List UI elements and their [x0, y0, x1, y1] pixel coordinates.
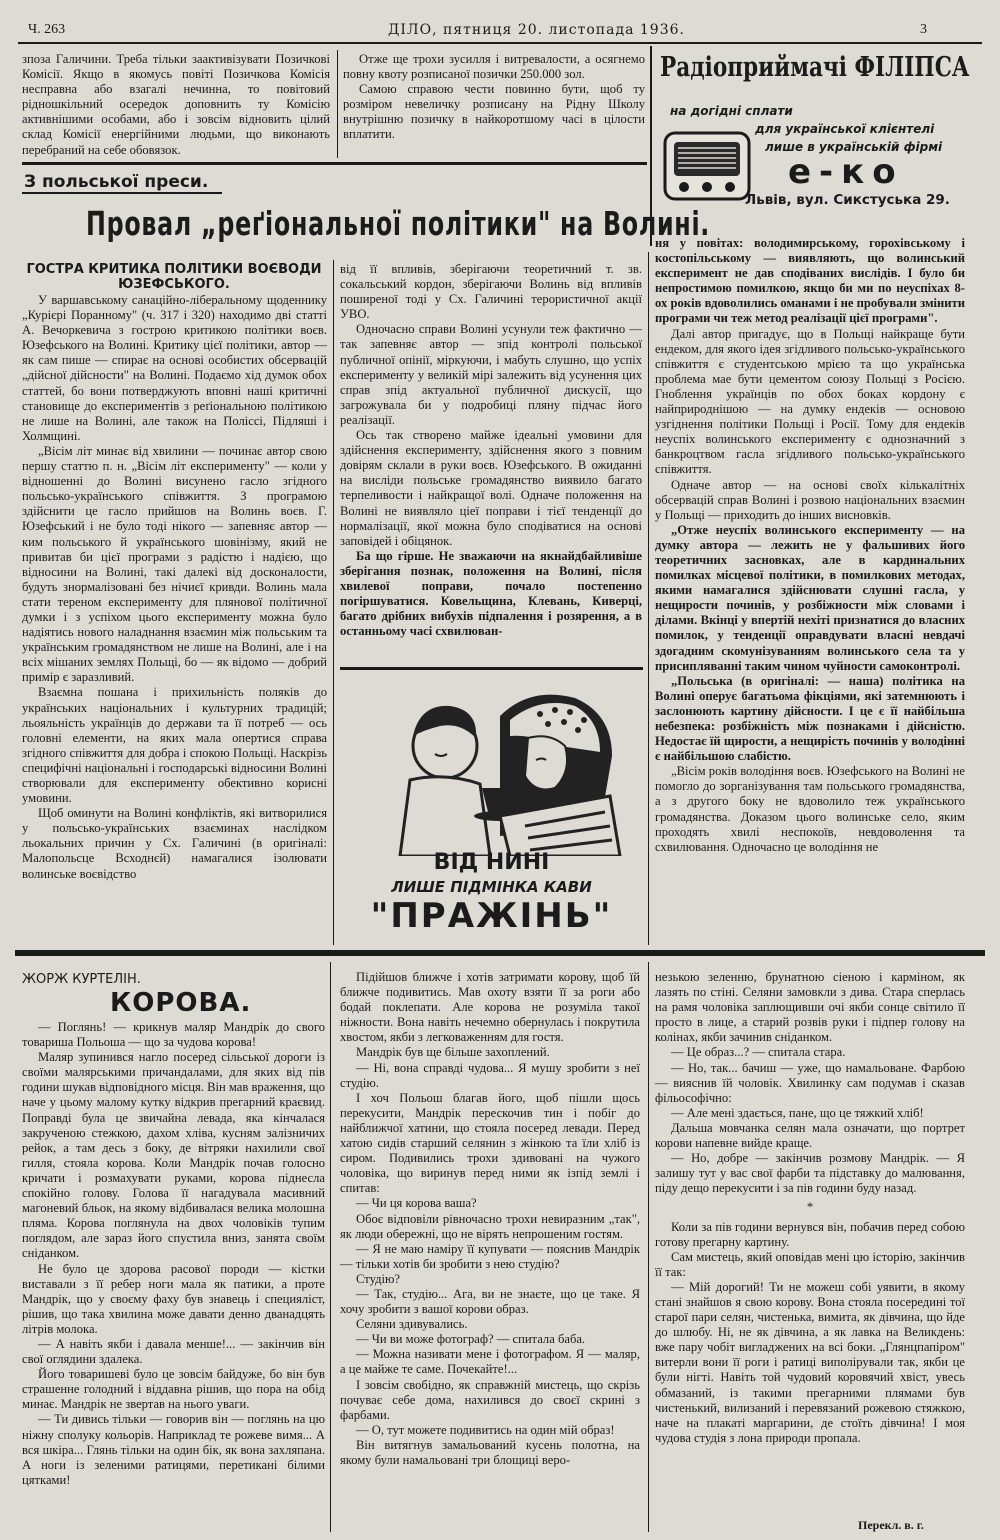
story-c3-p1: незькою зеленню, брунатною сіеною і карміном, як лазять по стіні. Селяни замовкли з дива. Стара сперлась на рамя чоловіка заплющивши очі якби сонце світило її просто в лице, а старий розвів руки і підпер голову на колінах, якби зачинив сніданком. — [655, 970, 965, 1045]
story-c2-p5: — Чи ця корова ваша? — [356, 1196, 477, 1211]
article-subheadline: ГОСТРА КРИТИКА ПОЛІТИКИ ВОЄВОДИ ЮЗЕФСЬКОГО. — [26, 262, 322, 292]
coffee-ad-brand: "ПРАЖІНЬ" — [370, 896, 613, 936]
masthead: ДІЛО, пятниця 20. листопада 1936. — [388, 22, 685, 38]
article-headline: Провал „реґіональної політики" на Волині. — [86, 204, 711, 243]
story-c3-p3: — Но, так... бачиш — уже, що намальоване. Фарбою — вияснив їй чоловік. Хвилинку сам подумав і сказав фільософічно: — [655, 1060, 965, 1105]
story-author: ЖОРЖ КУРТЕЛІН. — [22, 972, 141, 987]
article-col3-p6: „Вісім років володіння воєв. Юзефського на Волині не помогло до зорганізування там польського громадянства, а з другого боку не вдоволило теж українського громадянства. Доказом цього волинське село, яким проходять хвилі неспокоїв, невдоволення та схвилювання. Одночасно це володіння не — [655, 764, 965, 854]
header-rule — [18, 42, 982, 44]
section-label: З польської преси. — [24, 172, 209, 192]
radio-ad-line3: лише в українській фірмі — [765, 140, 943, 154]
story-title: КОРОВА. — [110, 988, 252, 1018]
issue-number: Ч. 263 — [28, 22, 66, 37]
story-c2-p9: — Так, студію... Ага, ви не знаєте, що це таке. Я хочу зробити з вашої корови образ. — [340, 1286, 640, 1317]
story-col1 — [22, 1020, 325, 1488]
top-col2-p1: Отже ще трохи зусилля і витревалости, а осягнемо повну квоту розписаної позички 250.000 зол. — [343, 52, 645, 82]
radio-ad-firm: е-ко — [788, 152, 904, 192]
top-col1-text: зпоза Галичини. Треба тільки заактивізувати Позичкові Комісії. Якщо в якомусь повіті Позичкова Комісія несправна або взагалі нечинна, то повітовий рідношкільний осередок доповнить ту Комісію активнішими особами, або і зовсім відновить цілий склад Комісії енергійними людьми, що виконають перебраний на себе обовязок. — [22, 52, 330, 157]
coffee-illustration-icon — [350, 676, 630, 856]
story-translator: Перекл. в. г. — [858, 1518, 924, 1532]
story-c2-p8: Студію? — [356, 1271, 400, 1286]
article-col1 — [22, 293, 327, 882]
article-col1-p1: У варшавському санаційно-ліберальному щоденнику „Курієрі Поранному" (ч. 317 і 320) находимо дві статті А. Вечоркевича з гострою критикою політики воєв. Юзефського на Волині. Критику цієї політики, автор — як сам пише — спирає на основі особистих обсервацій „дійсної дійсности" на Волині. Подаємо хід думок обох статтей, бо вони потверджують вповні наші критичні становище до експериментів з реґіональною політикою не лише на Волині, але також на Поліссі, Підляші і Холмщині. — [22, 293, 327, 443]
story-col3 — [655, 970, 965, 1446]
radio-ad-line1: на догідні сплати — [670, 104, 793, 118]
section-underline — [22, 192, 222, 194]
story-c1-p5: Його товаришеві було це зовсім байдуже, бо він був страшенне голодний і віддавна рішив, що пора на обід минає. Мандрік не звертав на нього уваги. — [22, 1367, 325, 1412]
top-col2-p2: Самою справою чести повинно бути, щоб ту розміром невеличку розписану на Рідну Школу внутрішню позичку в найкоротшому часі в цілости вплатити. — [343, 82, 645, 142]
section-rule — [22, 162, 647, 165]
coffee-ad — [340, 672, 643, 942]
story-c1-p6: — Ти дивись тільки — говорив він — поглянь на цю ніжну сполуку кольорів. Наприклад те рожеве вимя... А вся шкіра... Глянь тільки на один бік, як вона захляпана. А ноги із зеленими ратицями, перетикані білими цятками! — [22, 1412, 325, 1487]
coffee-ad-line2: ЛИШЕ ПІДМІНКА КАВИ — [391, 878, 592, 896]
top-col1 — [22, 52, 330, 158]
article-col2-p3: Ось так створено майже ідеальні умовини для здійснення експерименту, здійснення якого з повним довірям склали в руки воєв. Юзефського. В ожиданні на висліди польське громадянство виявило багато терпеливости і найкращої волі. Одначе положення на Волині не виявляло ціеї поправи і тієї тенденції до нормалізації, якої можна було сподіватися на основі заповідей і обіцянок. — [340, 428, 642, 548]
article-col2-p2: Одночасно справи Волині усунули теж фактично — так запевняє автор — зпід контролі польської публичної опінії, міркуючи, і мабуть слушно, що успіх експерименту у великій мірі залежить від усунення цих справ зпід актуальної публичної дискусії, що загрожувала би у подробиці пляну підчас його реалізації. — [340, 322, 642, 427]
story-c3-asterisk: * — [806, 1200, 814, 1215]
story-c2-p4: І хоч Польош благав його, щоб пішли щось перекусити, Мандрік перескочив тин і побіг до найближчої хатини, що стояла посеред левади. Перед хатою сидів старший селянин з жінкою та їли хліб із сиром. Подивились трохи здивовані на чужого чоловіка, що виринув перед ними як ізпід землі і спитав: — [340, 1090, 640, 1196]
article-col3-p2: Далі автор пригадує, що в Польщі найкраще бути ендеком, для якого ідея згідливого польсько-українського співжиття є студентською мрією та що українська проблема мае бути цементом союзу Польщі з Росією. Гноблення українців по обох боках кордону є найприроднішою — на думку ендеків — основою узгіднення політики Польщі і Росії. Тому для ендеків неуспіх волинського експерименту є однозначний з банкроцтвом гасла згідливого польсько-українського співжиття. — [655, 326, 965, 477]
story-c2-p2: Мандрік був ще більше захоплений. — [356, 1045, 550, 1060]
story-c3-p5: Дальша мовчанка селян мала означати, що портрет корови напевне вийде краще. — [655, 1120, 965, 1151]
article-col3 — [655, 236, 965, 855]
coffee-ad-top-rule — [340, 667, 643, 670]
story-col2 — [340, 970, 640, 1468]
radio-ad-address: Львів, вул. Сикстуська 29. — [745, 192, 950, 208]
story-c3-p7: Коли за пів години вернувся він, побачив перед собою готову прегарну картину. — [655, 1219, 965, 1249]
story-c3-p8: Сам мистець, який оповідав мені цю історію, закінчив її так: — [655, 1249, 965, 1279]
radio-icon — [662, 130, 752, 204]
story-c3-p2: — Це образ...? — спитала стара. — [671, 1045, 846, 1060]
story-c1-p3: Не було це здорова расової породи — кістки виставали з її ребер ноги мала як патики, а проте Мандрік, що у своєму фаху був знавець і специяліст, рішив, що така хвилина може давати денно дванадцять літрів молока. — [22, 1261, 325, 1336]
story-c1-p4: — А навіть якби і давала менше!... — закінчив він свої оглядини здалека. — [22, 1336, 325, 1367]
story-c2-p3: — Ні, вона справді чудова... Я мушу зробити з неї студію. — [340, 1060, 640, 1090]
story-c2-p6: Обоє відповіли рівночасно трохи невиразним „так", як люди обережні, що не вірять непрошеним гостям. — [340, 1211, 640, 1241]
article-col3-p3: Одначе автор — на основі своїх кількалітніх обсервацій справ Волині і розвою національних взаємин у Польщі — приходить до інших висновків. — [655, 477, 965, 522]
story-divider-2 — [648, 962, 649, 1532]
article-col2-p4: Ба що гірше. Не зважаючи на якнайдбайливіше зберігання познак, положення на Волині, після хвилевої поправи, почало постепенно погіршуватися. Ковельщина, Клевань, Киверці, багато дрібних вибухів підпалення і розярення, а в останньому часі схвилюван- — [340, 548, 642, 639]
top-col2 — [343, 52, 645, 143]
story-c1-p1: — Поглянь! — крикнув маляр Мандрік до свого товариша Польоша — що за чудова корова! — [22, 1020, 325, 1050]
top-divider — [337, 50, 338, 158]
coffee-ad-line1: ВІД НИНІ — [433, 850, 550, 875]
story-divider-1 — [330, 962, 331, 1532]
article-col2 — [340, 262, 642, 639]
story-c2-p7: — Я не маю наміру її купувати — пояснив Мандрік — тільки хотів би зробити з нею студію? — [340, 1241, 640, 1271]
article-col3-p1: ня у повітах: володимирському, горохівському і костопільському — виявляють, що волинський експеримент не дав сподіваних вислідів. І було би непростимою помилкою, якщо би ми по неуспіхах 8-ох років вдоволились оманами і не пробували змінити програми чи теж метод реалізації цієї програми". — [655, 236, 965, 326]
radio-ad-title: Радіоприймачі ФІЛІПСА — [660, 52, 970, 83]
article-col2-p1: від її впливів, зберігаючи теоретичний т. зв. сокальський кордон, зберігаючи Волинь від впливів поширеної тоді у Сх. Галичині терористичної акції УВО. — [340, 262, 642, 322]
article-col1-p4: Щоб оминути на Волині конфліктів, які витворилися у польсько-українських взаєминах наслідком льокальних причин у Сх. Галичині (в оригіналі: Малопольсце Всходнєй) намагалися ізолювати волинське воєвідство — [22, 806, 327, 881]
story-c3-p9: — Мій дорогий! Ти не можеш собі уявити, в якому стані знайшов я свою корову. Вона стояла посередині тої старої пари селян, чистенька, вимита, як дівчина, що йде до шлюбу. Ні, не як дівчина, а як лавка на Великдень: вже пару чобіт вигладжених на всі боки. „Глянцпапіром" витерли вони її роги і ратиці виполірували так, якби це були нігті. Навіть той чудовий коровячий хвіст, увесь обмазаний, із такими прегарними плямами був чистенький, вилизаний і перевязаний рожевою стяжкою, наче на плакаті маргарини, де стоїть дівчина! І моя чудова студія з лона природи пропала. — [655, 1279, 965, 1445]
story-c2-p11: — Чи ви може фотограф? — спитала баба. — [356, 1332, 586, 1347]
story-c3-p6: — Но, добре — закінчив розмову Мандрік. — Я залишу тут у вас свої фарби та підставку до малювання, піду дещо перекусити і за пів години буду назад. — [655, 1151, 965, 1196]
article-col3-p4: „Отже неуспіх волинського експерименту — на думку автора — лежить не у фальшивих його теоретичних засновках, але в кардинальних помилках місцевої політики, в помилкових методах, якими намагалися здійснювати слушні гасла, у нещирости починів, у розбіжности між словами і ділами. Вкінці у впертій нехіті признатися до власних помилок, у тенденції оправдувати власні невдачі здогадним скомунізуванням волинського села та у присипляванні таким чином чуйности самоконтролі. — [655, 522, 965, 673]
story-c2-p10: Селяни здивувались. — [356, 1317, 468, 1332]
article-divider-1 — [333, 260, 334, 945]
article-col1-p2: „Вісім літ минає від хвилини — починає автор свою першу статтю п. н. „Вісім літ експерименту" — коли у відношенні до Волині висунено гасло згідного польсько-українського співжиття. З програмою здійснити це гасло прийшов на Волинь воєв. Г. Юзефський і не було тоді нікого — запевняє автор — ким польського й українського шовінізму, який не привитав би цієї програми з радістю і надією, що відносини на Волині, такі далекі від досконалости, будуть знормалізовані без нічиєї кривди. Волинь мала стати тереном експерименту для плянової політичної думки і з успіхом цього експерименту можна було надіятись нового наладнання взаємин між польським та українським громадянством не лише на Волині, але і на всіх мішаних землях Польщі, бо — як відомо — добрий примір є заразливий. — [22, 443, 327, 685]
story-c1-p2: Маляр зупинився нагло посеред сільської дороги із своїми малярськими причандалами, для яких від пів години шукав відповідного місця. Він мав враження, що наче у цьому малому кутку відкрив прегарний краєвид. Поправді була це звичайна левада, яка кінчалася закрученою стежкою, дахом хліва, кусням залізничих рейок, а там десь з боку, де вітряки нахилили свої гилля, стояла корова. Коли Мандрік почав голосно кричати і розмахувати руками, корова піднесла спокійно голову. Голова її нагадувала масивний магоневий бльок, на якому відбивалася велика молошна пляма. Корова поглянула на двох чоловіків тупим поглядом, але зараз його спустила вниз, занята своїм сніданком. — [22, 1050, 326, 1261]
story-c2-p14: — О, тут можете подивитись на один мій образ! — [356, 1422, 615, 1437]
radio-ad-line2: для української клієнтелі — [755, 122, 935, 136]
article-divider-2 — [648, 252, 649, 945]
article-col1-p3: Взаємна пошана і прихильність поляків до українських національних і культурних традицій; льояльність українців до держави та її потреб — ось головні елементи, на яких мала опертися справа згідного співжиття для добра і спокою Польщі. Наскрізь специфічні національні і господарські відносини Волині створювали для експерименту обективно корисні умовини. — [22, 685, 327, 806]
story-c2-p1: Підійшов ближче і хотів затримати корову, щоб їй ближче подивитись. Мав охоту взяти її за роги або бодай поклепати. Але корова не розуміла такої ніжности. Вона навіть нечемно обернулась і покрутила хвостом, якби з легковаженням для гостя. — [340, 970, 640, 1045]
story-c2-p13: І зовсім свобідно, як справжній мистець, що скрізь почуває себе дома, нахилився до своєї скрині з фарбами. — [340, 1377, 640, 1422]
story-c2-p15: Він витягнув замальований кусень полотна, на якому були намальовані три блощиці веро- — [340, 1437, 640, 1467]
story-c2-p12: — Можна називати мене і фотографом. Я — маляр, а це майже те саме. Почекайте!... — [340, 1347, 640, 1377]
story-separator — [15, 950, 985, 956]
article-col3-p5: „Польська (в оригіналі: — наша) політика на Волині оперує багатьома фікціями, які затемнюють і заслонюють картину дійсности. І це є її найбільша небезпека: розбіжність між познаками і дійсністю. Недостає їй щирости, а нещирість починів у володінні є найбільшою слабістю. — [655, 673, 965, 764]
story-c3-p4: — Але мені здається, пане, що це тяжкий хліб! — [671, 1105, 924, 1120]
page-number: 3 — [920, 22, 927, 37]
